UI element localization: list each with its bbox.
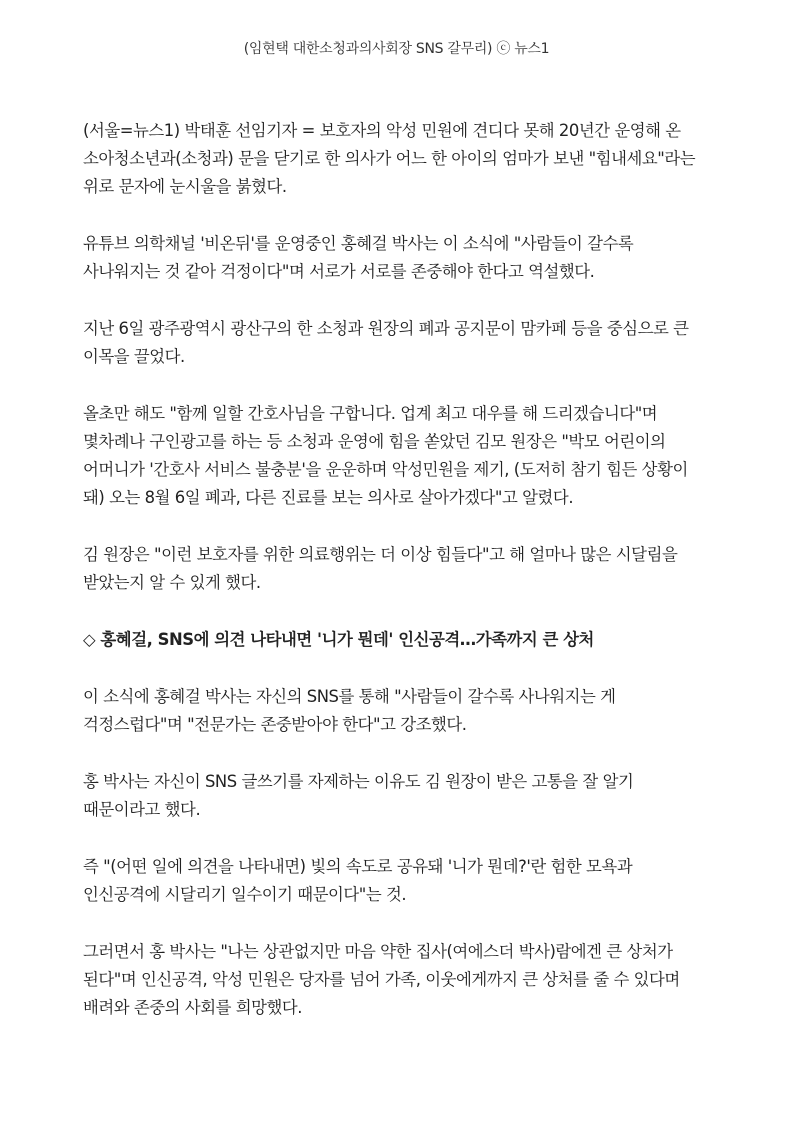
article-paragraph-1: (서울=뉴스1) 박태훈 선임기자 = 보호자의 악성 민원에 견디다 못해 20년간 운영해 온 소아청소년과(소청과) 문을 닫기로 한 의사가 어느 한 아이의 엄마가 보낸 "힘내세요"라는 위로 문자에 눈시울을 붉혔다. [83,121,696,196]
article-paragraph-6: 이 소식에 홍혜걸 박사는 자신의 SNS를 통해 "사람들이 갈수록 사나워지는 게 걱정스럽다"며 "전문가는 존중받아야 한다"고 강조했다. [83,687,616,734]
article-paragraph-5: 김 원장은 "이런 보호자를 위한 의료행위는 더 이상 힘들다"고 해 얼마나 많은 시달림을 받았는지 알 수 있게 했다. [83,545,678,592]
article-paragraph-3: 지난 6일 광주광역시 광산구의 한 소청과 원장의 폐과 공지문이 맘카페 등을 중심으로 큰 이목을 끌었다. [83,319,689,366]
article-paragraph-9: 그러면서 홍 박사는 "나는 상관없지만 마음 약한 집사(여에스더 박사)람에겐 큰 상처가 된다"며 인신공격, 악성 민원은 당자를 넘어 가족, 이웃에게까지 큰 상처를 줄 수 있다며 배려와 존중의 사회를 희망했다. [83,942,680,1017]
article-paragraph-8: 즉 "(어떤 일에 의견을 나타내면) 빛의 속도로 공유돼 '니가 뭔데?'란 험한 모욕과 인신공격에 시달리기 일수이기 때문이다"는 것. [83,857,633,904]
article-paragraph-7: 홍 박사는 자신이 SNS 글쓰기를 자제하는 이유도 김 원장이 받은 고통을 잘 알기 때문이라고 했다. [83,772,634,819]
article-paragraph-2: 유튜브 의학채널 '비온뒤'를 운영중인 홍혜걸 박사는 이 소식에 "사람들이 갈수록 사나워지는 것 같아 걱정이다"며 서로가 서로를 존중해야 한다고 역설했다. [83,234,634,281]
article-subheading [83,626,713,654]
article-body [83,117,713,1051]
subheading-text: 홍혜걸, SNS에 의견 나타내면 '니가 뭔데' 인신공격…가족까지 큰 상처 [100,630,594,649]
photo-caption: (임현택 대한소청과의사회장 SNS 갈무리) ⓒ 뉴스1 [243,41,550,57]
diamond-icon: ◇ [83,630,96,649]
article-paragraph-4: 올초만 해도 "함께 일할 간호사님을 구합니다. 업계 최고 대우를 해 드리겠습니다"며 몇차례나 구인광고를 하는 등 소청과 운영에 힘을 쏟았던 김모 원장은 "박모 어린이의 어머니가 '간호사 서비스 불충분'을 운운하며 악성민원을 제기, (도저히 참기 힘든 상황이 돼) 오는 8월 6일 폐과, 다른 진료를 보는 의사로 살아가겠다"고 알렸다. [83,404,688,507]
